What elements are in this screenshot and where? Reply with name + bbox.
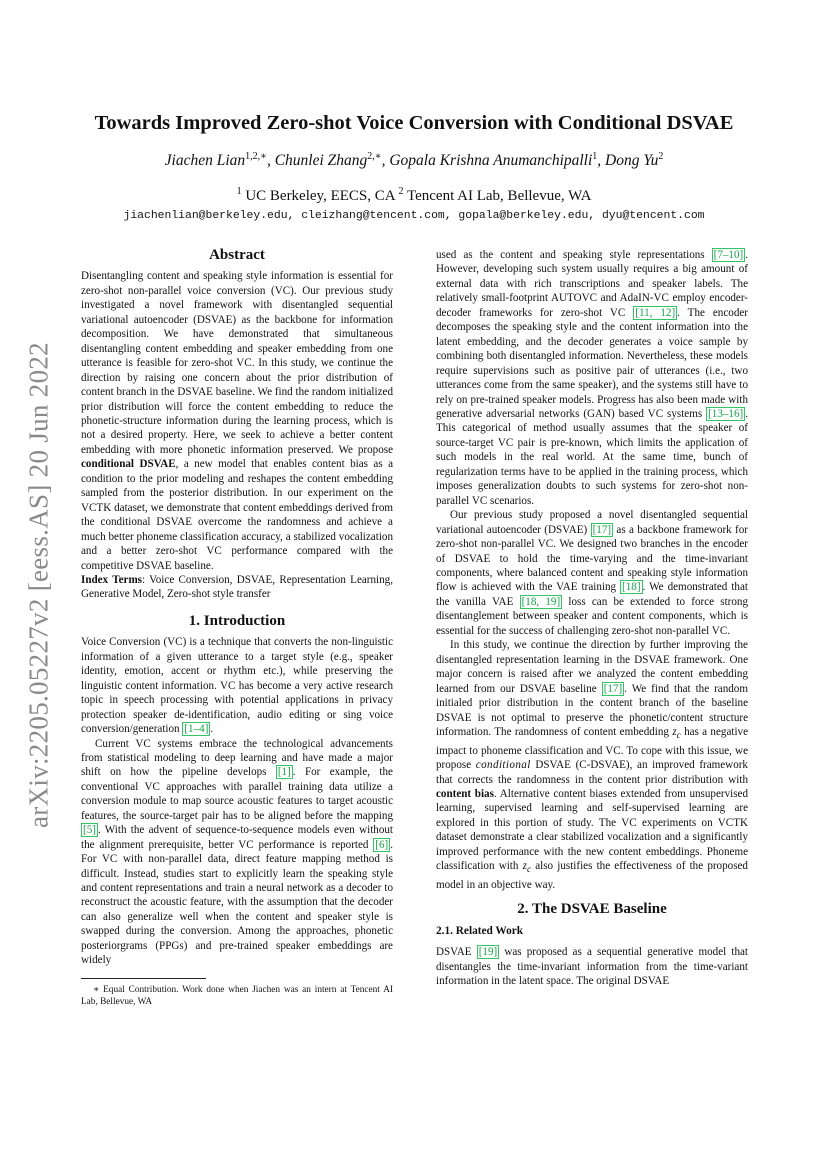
author-emails: jiachenlian@berkeley.edu, cleizhang@tencent.com, gopala@berkeley.edu, dyu@tencent.com	[123, 210, 705, 222]
citation-link[interactable]: [5]	[83, 824, 96, 837]
body-paragraph: DSVAE [19] was proposed as a sequential generative model that disentangles the time-invariant information from the time-variant information in the latent space. The original DSVAE	[436, 946, 748, 988]
citation-link[interactable]: [17]	[603, 682, 623, 695]
author-name: Jiachen Lian	[164, 152, 246, 170]
author-list: Jiachen Lian$^{1,2,∗}$, Chunlei Zhang$^{2,∗}$, Gopala Krishna Anumanchipalli$^1$, Dong Yu$^2$	[164, 151, 664, 170]
affiliation: Tencent AI Lab, Bellevue, WA	[406, 188, 592, 204]
abstract-paragraph: Disentangling content and speaking style information is essential for zero-shot non-parallel voice conversion (VC). Our previous study investigated a novel framework with disentangled sequential variational autoencoder (DSVAE) as the backbone for information decomposition. We have demonstrated that simultaneous disentangling content embedding and speaker embedding from one utterance is feasible for zero-shot VC. In this study, we continue the direction by raising one concern about the prior distribution of content branch in the DSVAE baseline. We find the random initialized prior distribution will force the content embedding to reduce the phonetic-structure information during the learning process, which is not a desired property. Here, we seek to achieve a better content embedding with more phonetic information preserved. We propose conditional DSVAE, a new model that enables content bias as a condition to the prior modeling and reshapes the content embedding sampled from the posterior distribution. In our experiment on the VCTK dataset, we demonstrate that content embeddings derived from the conditional DSVAE overcome the randomness and achieve a much better phoneme classification accuracy, a stabilized vocalization and a better zero-shot VC performance compared with the competitive DSVAE baseline.	[81, 270, 393, 572]
citation-link[interactable]: [13–16]	[708, 407, 744, 420]
emphasized-term: conditional	[475, 759, 531, 772]
citation-link[interactable]: [19]	[478, 946, 498, 959]
abstract-heading: Abstract	[209, 247, 265, 263]
citation-link[interactable]: [1]	[277, 766, 291, 779]
author-name: Chunlei Zhang	[274, 152, 368, 170]
intro-paragraph: Voice Conversion (VC) is a technique that converts the non-linguistic information of a given utterance to a target style (e.g., speaker identity, emotion, accent or rhythm etc.), while preserving the linguistic content information. VC has become a very active research topic in speech processing with potential applications in privacy protection speaker de-identification, audio editing or sing voice conversion/generation [1–4] .	[81, 636, 393, 736]
subsection-heading-related-work: 2.1. Related Work	[436, 924, 524, 937]
author-affil-marker: 1,2,∗	[245, 151, 267, 162]
citation-link[interactable]: [11, 12]	[635, 306, 676, 319]
author-name: Dong Yu	[605, 152, 659, 170]
math-symbol: z	[522, 860, 527, 873]
bold-term: content bias	[436, 787, 494, 800]
affiliation-line: $^1$ UC Berkeley, EECS, CA $^2$ Tencent AI Lab, Bellevue, WA	[236, 186, 592, 204]
body-paragraph: used as the content and speaking style representations [7–10] . However, developing such system usually requires a big amount of external data with rich transcriptions and speaker labels. The relatively small-footprint AUTOVC and AdaIN-VC employ encoder-decoder frameworks for zero-shot VC [11, 12] . The encoder decomposes the speaking style and the content information into the latent embedding, and the decoder generates a voice sample by combining both disentangled information. Nevertheless, these models require supervisions such as positive pair of utterances (i.e., two utterances come from the same speaker), and the systems still have to rely on pre-trained speaker models. Progress has also been made with generative adversarial networks (GAN) based VC systems [13–16] . This categorical of method usually assumes that the speaker of source-target VC pair is pre-known, which limits the application of such models in the real world. At the same time, bunch of regularization terms have to be applied in the training process, which imposes generalization doubts to such systems for zero-shot non-parallel VC scenarios.	[436, 249, 748, 507]
author-affil-marker: 2	[658, 151, 664, 162]
body-paragraph: Our previous study proposed a novel disentangled sequential variational autoencoder (DSVAE) [17] as a backbone framework for zero-shot non-parallel VC. We designed two branches in the encoder of DSVAE to hold the time-varying and the time-invariant components, where balanced content and speaking style information flow is achieved with the VAE training [18] . We demonstrated that the vanilla VAE [18, 19] loss can be extended to force strong disentanglement between speaker and content components, which is essential for the success of challenging zero-shot non-parallel VC.	[436, 509, 749, 637]
math-symbol: z	[672, 725, 677, 738]
index-terms: Index Terms: Voice Conversion, DSVAE, Representation Learning, Generative Model, Zero-shot style transfer	[81, 573, 393, 601]
citation-link[interactable]: [18, 19]	[521, 595, 561, 608]
affiliation: UC Berkeley, EECS, CA	[245, 188, 395, 204]
author-name: Gopala Krishna Anumanchipalli	[389, 152, 593, 170]
index-terms-label: Index Terms	[81, 573, 143, 586]
intro-paragraph: Current VC systems embrace the technological advancements from statistical modeling to deep learning and have made a major shift on how the pipeline develops [1] . For example, the conventional VC approaches with parallel training data utilize a conversion module to map source acoustic features to target acoustic features, the source-target pair has to be aligned before the mapping [5] . With the advent of sequence-to-sequence models even without the alignment prerequisite, better VC performance is reported [6] . For VC with non-parallel data, direct feature mapping method is difficult. Instead, studies start to explicitly learn the speaking style and content representations and train a neural network as a decoder to reconstruct the acoustic feature, with the assumption that the decoder can also generalize well when the content and speaker style is swapped during the conversion. Among the approaches, phonetic posteriorgrams (PPGs) and pre-trained speaker embeddings are widely	[81, 737, 393, 967]
right-column	[436, 248, 748, 989]
body-paragraph: In this study, we continue the direction by further improving the disentangled representation learning in the DSVAE framework. One major concern is raised after we analyzed the content embedding learned from our DSVAE baseline [17] . We find that the random initialed prior distribution in the content branch of the baseline DSVAE is not optimal to preserve the phonetic/content structure information. The randomness of content embedding $z_c$ has a negative impact to phoneme classification and VC. To cope with this issue, we propose conditional DSVAE (C-DSVAE), an improved framework that corrects the randomness in the content prior distribution with content bias. Alternative content biases extended from unsupervised learning, supervised learning and self-supervised learning are explored in this portion of study. The VC experiments on VCTK dataset demonstrate a clear stabilized vocalization and a significantly improved performance with the new content embeddings. Phoneme classification with $z_c$ also justifies the effectiveness of the proposed model in an objective way.	[436, 639, 748, 891]
citation-link[interactable]: [7–10]	[713, 249, 744, 261]
left-column	[81, 248, 393, 1008]
citation-link[interactable]: [17]	[592, 523, 612, 536]
author-affil-marker: 2,∗	[367, 151, 382, 162]
author-affil-marker: 1	[592, 151, 598, 162]
citation-link[interactable]: [18]	[622, 581, 641, 594]
section-heading-dsvae-baseline: 2. The DSVAE Baseline	[517, 901, 667, 918]
footnote-divider	[81, 978, 206, 979]
footnote: ∗ Equal Contribution. Work done when Jiachen was an intern at Tencent AI Lab, Bellevue, WA	[81, 984, 393, 1007]
citation-link[interactable]: [1–4]	[184, 723, 209, 736]
paper-title: Towards Improved Zero-shot Voice Conversion with Conditional DSVAE	[94, 112, 734, 134]
section-heading-introduction: 1. Introduction	[188, 612, 286, 629]
arxiv-identifier-stamp: arXiv:2205.05227v2 [eess.AS] 20 Jun 2022	[23, 342, 54, 828]
citation-link[interactable]: [6]	[375, 838, 389, 851]
abstract-bold-term: conditional DSVAE	[81, 458, 176, 471]
